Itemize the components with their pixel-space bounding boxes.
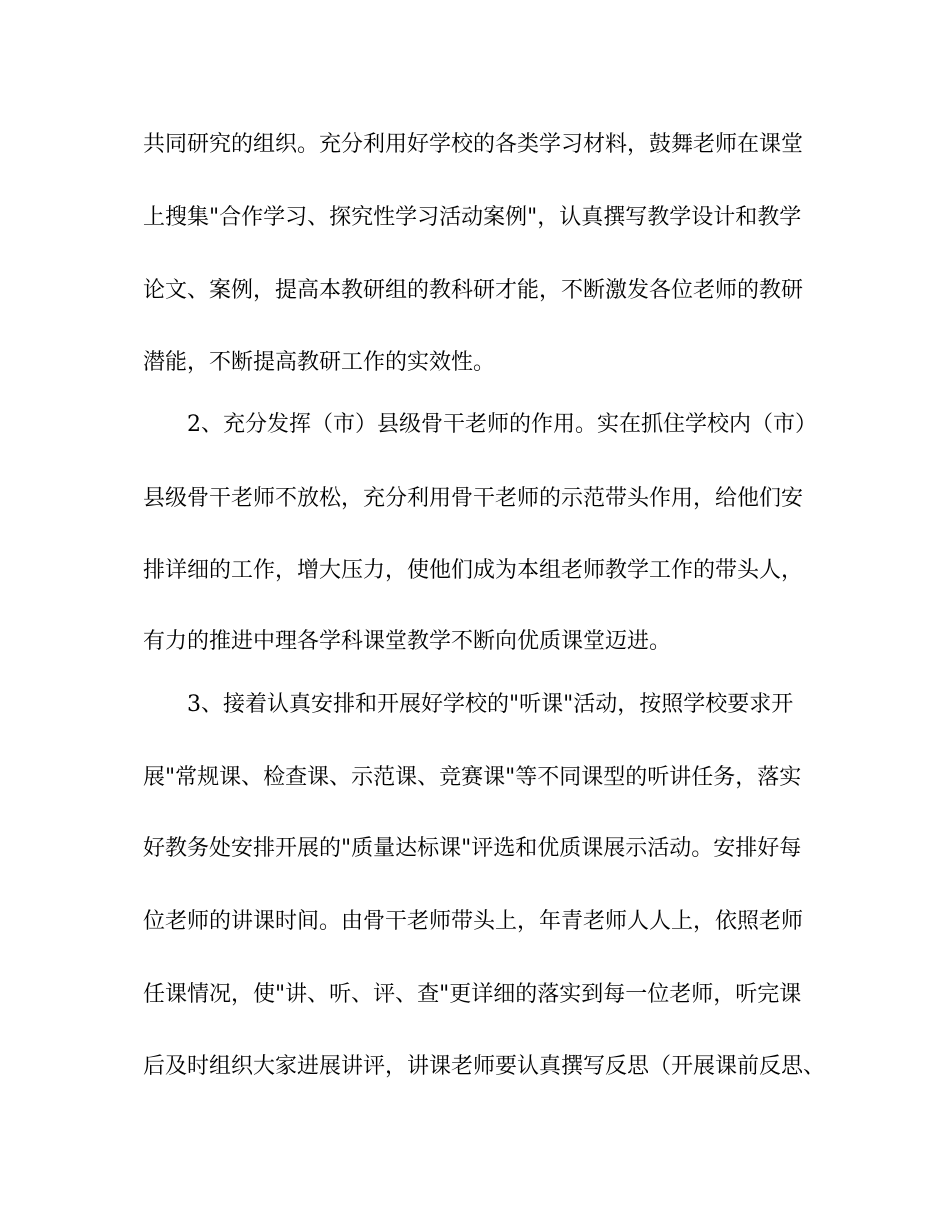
paragraph-line: 有力的推进中理各学科课堂教学不断向优质课堂迈进。 [143, 629, 672, 654]
paragraph-line: 3、接着认真安排和开展好学校的"听课"活动，按照学校要求开 [187, 692, 794, 717]
paragraph-line: 2、充分发挥（市）县级骨干老师的作用。实在抓住学校内（市） [187, 412, 817, 437]
paragraph-line: 任课情况，使"讲、听、评、查"更详细的落实到每一位老师，听完课 [143, 982, 802, 1007]
paragraph-line: 县级骨干老师不放松，充分利用骨干老师的示范带头作用，给他们安 [143, 486, 804, 511]
paragraph-line: 潜能，不断提高教研工作的实效性。 [143, 350, 496, 375]
paragraph-line: 位老师的讲课时间。由骨干老师带头上，年青老师人人上，依照老师 [143, 909, 804, 934]
paragraph-line: 后及时组织大家进展讲评，讲课老师要认真撰写反思（开展课前反思、 [143, 1054, 826, 1079]
paragraph-line: 上搜集"合作学习、探究性学习活动案例"，认真撰写教学设计和教学 [143, 205, 802, 230]
paragraph-line: 论文、案例，提高本教研组的教科研才能，不断激发各位老师的教研 [143, 278, 804, 303]
paragraph-line: 好教务处安排开展的"质量达标课"评选和优质课展示活动。安排好每 [143, 836, 802, 861]
paragraph-line: 展"常规课、检查课、示范课、竞赛课"等不同课型的听讲任务，落实 [143, 765, 802, 790]
paragraph-line: 共同研究的组织。充分利用好学校的各类学习材料，鼓舞老师在课堂 [143, 132, 804, 157]
paragraph-line: 排详细的工作，增大压力，使他们成为本组老师教学工作的带头人， [143, 558, 804, 583]
